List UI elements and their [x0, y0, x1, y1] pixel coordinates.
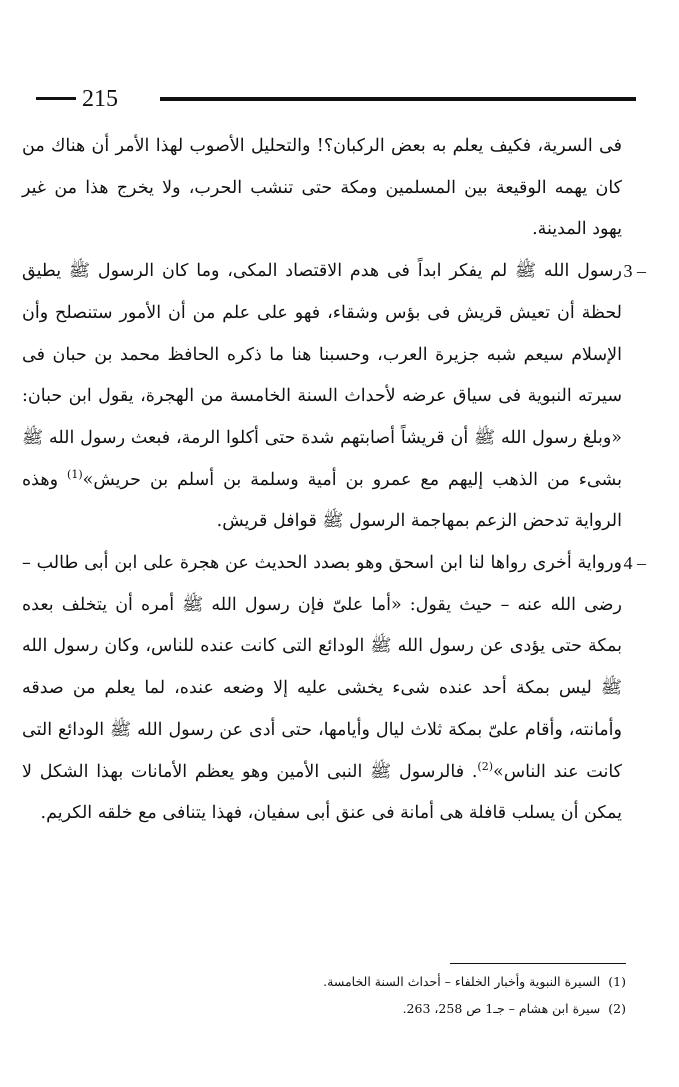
- item-4-tail: . فالرسول ﷺ النبى الأمين وهو يعظم الأمانات بهذا الشكل لا يمكن أن يسلب قافلة هى أمانة فى عنق أبى سفيان، فهذا يتنافى مع خلقه الكريم.: [22, 761, 622, 824]
- footnote-divider: [450, 963, 626, 964]
- page-number: 215: [82, 86, 118, 112]
- footnotes: [26, 968, 626, 1022]
- page-body: [22, 126, 646, 835]
- list-item-3: [22, 251, 646, 543]
- item-3-text: رسول الله ﷺ لم يفكر ابداً فى هدم الاقتصاد المكى، وما كان الرسول ﷺ يطيق لحظة أن تعيش قريش فى بؤس وشقاء، فهو على علم من أن الأمور ستنصلح وأن الإسلام سيعم شبه جزيرة العرب، وحسبنا هنا ما ذكره الحافظ محمد بن حبان فى سيرته النبوية فى سياق عرضه لأحداث السنة الخامسة من الهجرة، يقول ابن حبان: «وبلغ رسول الله ﷺ أن قريشاً أصابتهم شدة حتى أكلوا الرمة، فبعث رسول الله ﷺ بشىء من الذهب إليهم مع عمرو بن أمية وسلمة بن أسلم بن حريش»: [22, 261, 622, 490]
- header-dash: [36, 97, 76, 100]
- list-item-4: [22, 543, 646, 835]
- page-header: [36, 84, 636, 114]
- item-number-3: 3 –: [623, 261, 646, 282]
- footnote-ref-2: (2): [477, 759, 493, 773]
- footnote-1-marker: (1): [608, 974, 626, 989]
- footnote-ref-1: (1): [67, 467, 83, 481]
- footnote-1: [26, 968, 626, 995]
- footnote-2-marker: (2): [608, 1001, 626, 1016]
- footnote-2-text: سيرة ابن هشام – جـ1 ص 258، 263.: [402, 1001, 601, 1016]
- item-3-tail: وهذه الرواية تدحض الزعم بمهاجمة الرسول ﷺ قوافل قريش.: [22, 469, 622, 532]
- footnote-2: [26, 995, 626, 1022]
- footnote-1-text: السيرة النبوية وأخبار الخلفاء – أحداث السنة الخامسة.: [323, 974, 601, 989]
- item-number-4: 4 –: [623, 553, 646, 574]
- header-rule: [160, 97, 636, 101]
- paragraph-intro: فى السرية، فكيف يعلم به بعض الركبان؟! والتحليل الأصوب لهذا الأمر أن هناك من كان يهمه الوقيعة بين المسلمين ومكة حتى تنشب الحرب، ولا يخرج هذا من غير يهود المدينة.: [22, 136, 622, 240]
- item-4-text: ورواية أخرى رواها لنا ابن اسحق وهو بصدد الحديث عن هجرة على ابن أبى طالب – رضى الله عنه – حيث يقول: «أما علىّ فإن رسول الله ﷺ أمره أن يتخلف بعده بمكة حتى يؤدى عن رسول الله ﷺ الودائع التى كانت عنده للناس، وكان رسول الله ﷺ ليس بمكة أحد عنده شىء يخشى عليه إلا وضعه عنده، لما يعلم من صدقه وأمانته، وأقام علىّ بمكة ثلاث ليال وأيامها، حتى أدى عن رسول الله ﷺ الودائع التى كانت عند الناس»: [22, 553, 622, 782]
